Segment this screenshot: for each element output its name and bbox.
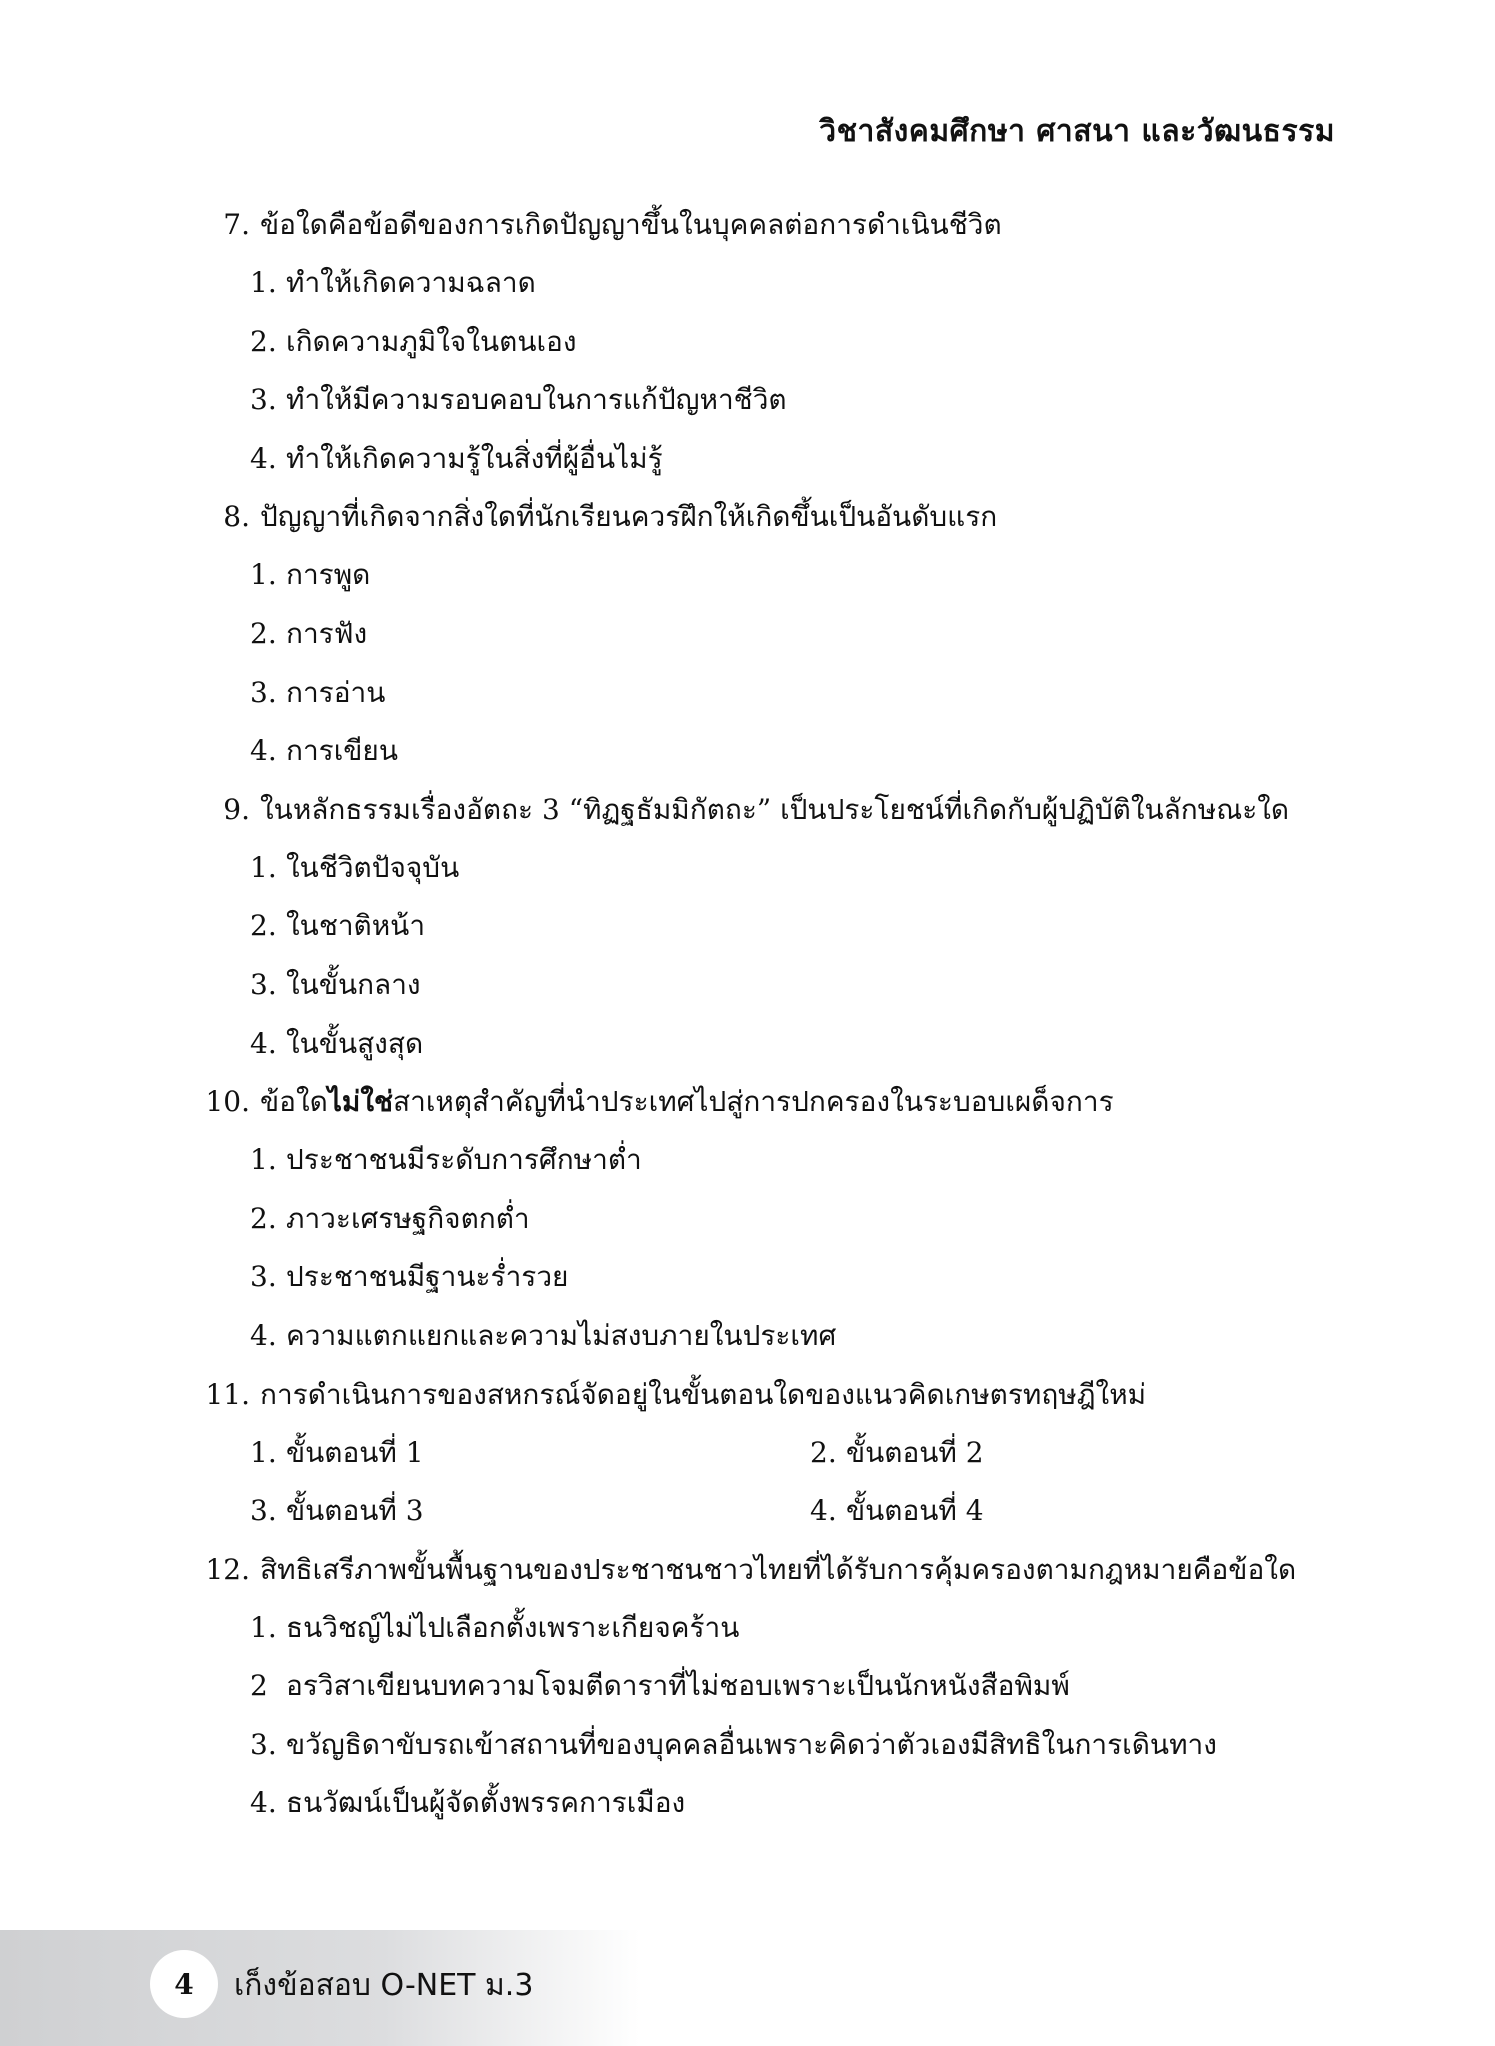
- option-item[interactable]: [250, 1657, 1340, 1716]
- option-item[interactable]: [250, 1774, 1340, 1833]
- question-11: [190, 1366, 1340, 1541]
- option-number: 1.: [250, 266, 277, 299]
- option-text: การเขียน: [286, 734, 398, 768]
- option-number: 2.: [250, 324, 277, 358]
- option-number: 1.: [250, 1610, 277, 1644]
- question-stem: [190, 1366, 1340, 1424]
- question-emphasis: ไม่ใช่: [327, 1085, 394, 1119]
- option-item[interactable]: [250, 1424, 810, 1483]
- page-number: 4: [150, 1950, 218, 2018]
- question-text-post: สาเหตุสำคัญที่นำประเทศไปสู่การปกครองในระบอบเผด็จการ: [393, 1085, 1114, 1119]
- option-text: ขั้นตอนที่ 3: [286, 1494, 424, 1528]
- question-stem: [190, 1073, 1340, 1131]
- question-text: ในหลักธรรมเรื่องอัตถะ 3 “ทิฏฐธัมมิกัตถะ” เป็นประโยชน์ที่เกิดกับผู้ปฏิบัติในลักษณะใด: [260, 792, 1290, 826]
- option-item[interactable]: [810, 1424, 1210, 1483]
- option-list: [190, 1131, 1340, 1365]
- option-list: [190, 546, 1340, 780]
- question-number: 9.: [223, 792, 250, 826]
- option-number: 3.: [250, 383, 277, 417]
- option-number: 1.: [250, 850, 277, 884]
- option-number: 2: [250, 1669, 268, 1703]
- question-7: [190, 196, 1340, 488]
- question-number: 10.: [205, 1085, 250, 1119]
- option-item[interactable]: [250, 371, 1340, 430]
- option-item[interactable]: [250, 1716, 1340, 1775]
- question-number: 11.: [205, 1377, 250, 1411]
- option-number: 4.: [250, 1026, 277, 1060]
- option-number: 1.: [250, 558, 277, 592]
- option-number: 2.: [250, 616, 277, 650]
- footer-book-title: เก็งข้อสอบ O-NET ม.3: [234, 1968, 534, 2003]
- question-text: [260, 1073, 1114, 1131]
- option-number: 2.: [250, 909, 277, 943]
- option-number: 2.: [250, 1201, 277, 1235]
- option-item[interactable]: [250, 956, 1340, 1015]
- page-header-subject: วิชาสังคมศึกษา ศาสนา และวัฒนธรรม: [819, 114, 1335, 149]
- option-number: 4.: [250, 734, 277, 768]
- question-stem: [190, 781, 1340, 839]
- option-text: ธนวิชญ์ไม่ไปเลือกตั้งเพราะเกียจคร้าน: [286, 1610, 740, 1644]
- option-item[interactable]: [250, 839, 1340, 898]
- option-item[interactable]: [810, 1482, 1210, 1541]
- option-item[interactable]: [250, 1307, 1340, 1366]
- option-text: ประชาชนมีฐานะร่ำรวย: [286, 1260, 569, 1294]
- question-stem: [190, 1541, 1340, 1599]
- option-text: ภาวะเศรษฐกิจตกต่ำ: [286, 1201, 530, 1235]
- option-number: 4.: [250, 1786, 277, 1820]
- option-text: การพูด: [286, 558, 371, 592]
- option-text: การอ่าน: [286, 675, 386, 709]
- option-item[interactable]: [250, 664, 1340, 723]
- question-number: 8.: [223, 500, 250, 534]
- option-text: ความแตกแยกและความไม่สงบภายในประเทศ: [286, 1318, 837, 1352]
- option-item[interactable]: [250, 1015, 1340, 1074]
- option-list: [190, 254, 1340, 488]
- option-item[interactable]: [250, 1131, 1340, 1190]
- option-text: ขั้นตอนที่ 4: [846, 1494, 984, 1528]
- option-item[interactable]: [250, 1599, 1340, 1658]
- option-text: การฟัง: [286, 616, 368, 650]
- option-item[interactable]: [250, 897, 1340, 956]
- option-number: 4.: [810, 1494, 837, 1528]
- option-text: ในขั้นกลาง: [286, 967, 421, 1001]
- option-number: 3.: [250, 675, 277, 709]
- option-text: ในชีวิตปัจจุบัน: [286, 850, 460, 884]
- question-number: 12.: [205, 1552, 250, 1586]
- question-12: [190, 1541, 1340, 1833]
- question-text: ข้อใดคือข้อดีของการเกิดปัญญาขึ้นในบุคคลต่อการดำเนินชีวิต: [260, 208, 1002, 241]
- question-list: [190, 196, 1340, 1833]
- option-list: [190, 839, 1340, 1073]
- option-text: ธนวัฒน์เป็นผู้จัดตั้งพรรคการเมือง: [286, 1786, 686, 1820]
- question-9: [190, 781, 1340, 1073]
- option-text: ในขั้นสูงสุด: [286, 1026, 424, 1060]
- option-item[interactable]: [250, 254, 1340, 313]
- option-text: ในชาติหน้า: [286, 909, 426, 943]
- option-item[interactable]: [250, 430, 1340, 489]
- option-item[interactable]: [250, 722, 1340, 781]
- option-item[interactable]: [250, 605, 1340, 664]
- question-10: [190, 1073, 1340, 1365]
- question-stem: [190, 196, 1340, 254]
- question-number: 7.: [223, 208, 250, 241]
- option-item[interactable]: [250, 546, 1340, 605]
- option-text: ขวัญธิดาขับรถเข้าสถานที่ของบุคคลอื่นเพราะคิดว่าตัวเองมีสิทธิในการเดินทาง: [286, 1727, 1217, 1761]
- option-text: ทำให้เกิดความฉลาด: [286, 266, 536, 299]
- question-8: [190, 488, 1340, 780]
- option-item[interactable]: [250, 313, 1340, 372]
- option-number: 3.: [250, 967, 277, 1001]
- question-text: การดำเนินการของสหกรณ์จัดอยู่ในขั้นตอนใดของแนวคิดเกษตรทฤษฎีใหม่: [260, 1377, 1147, 1411]
- option-number: 3.: [250, 1260, 277, 1294]
- option-number: 1.: [250, 1143, 277, 1177]
- option-number: 1.: [250, 1435, 277, 1469]
- option-item[interactable]: [250, 1482, 810, 1541]
- question-stem: [190, 488, 1340, 546]
- option-text: ขั้นตอนที่ 2: [846, 1435, 984, 1469]
- question-text: ปัญญาที่เกิดจากสิ่งใดที่นักเรียนควรฝึกให้เกิดขึ้นเป็นอันดับแรก: [260, 500, 998, 534]
- option-text: ทำให้เกิดความรู้ในสิ่งที่ผู้อื่นไม่รู้: [286, 441, 663, 475]
- option-item[interactable]: [250, 1190, 1340, 1249]
- option-text: อรวิสาเขียนบทความโจมตีดาราที่ไม่ชอบเพราะเป็นนักหนังสือพิมพ์: [286, 1669, 1070, 1703]
- question-text: สิทธิเสรีภาพขั้นพื้นฐานของประชาชนชาวไทยที่ได้รับการคุ้มครองตามกฎหมายคือข้อใด: [260, 1552, 1297, 1586]
- option-list: [190, 1599, 1340, 1833]
- option-text: เกิดความภูมิใจในตนเอง: [286, 324, 577, 358]
- option-item[interactable]: [250, 1248, 1340, 1307]
- option-number: 4.: [250, 441, 277, 475]
- question-text-pre: ข้อใด: [260, 1085, 328, 1119]
- option-list: [190, 1424, 1340, 1541]
- option-number: 4.: [250, 1318, 277, 1352]
- option-text: ทำให้มีความรอบคอบในการแก้ปัญหาชีวิต: [286, 383, 787, 417]
- option-text: ขั้นตอนที่ 1: [286, 1435, 424, 1469]
- option-text: ประชาชนมีระดับการศึกษาต่ำ: [286, 1143, 642, 1177]
- option-number: 3.: [250, 1727, 277, 1761]
- option-number: 2.: [810, 1435, 837, 1469]
- option-number: 3.: [250, 1494, 277, 1528]
